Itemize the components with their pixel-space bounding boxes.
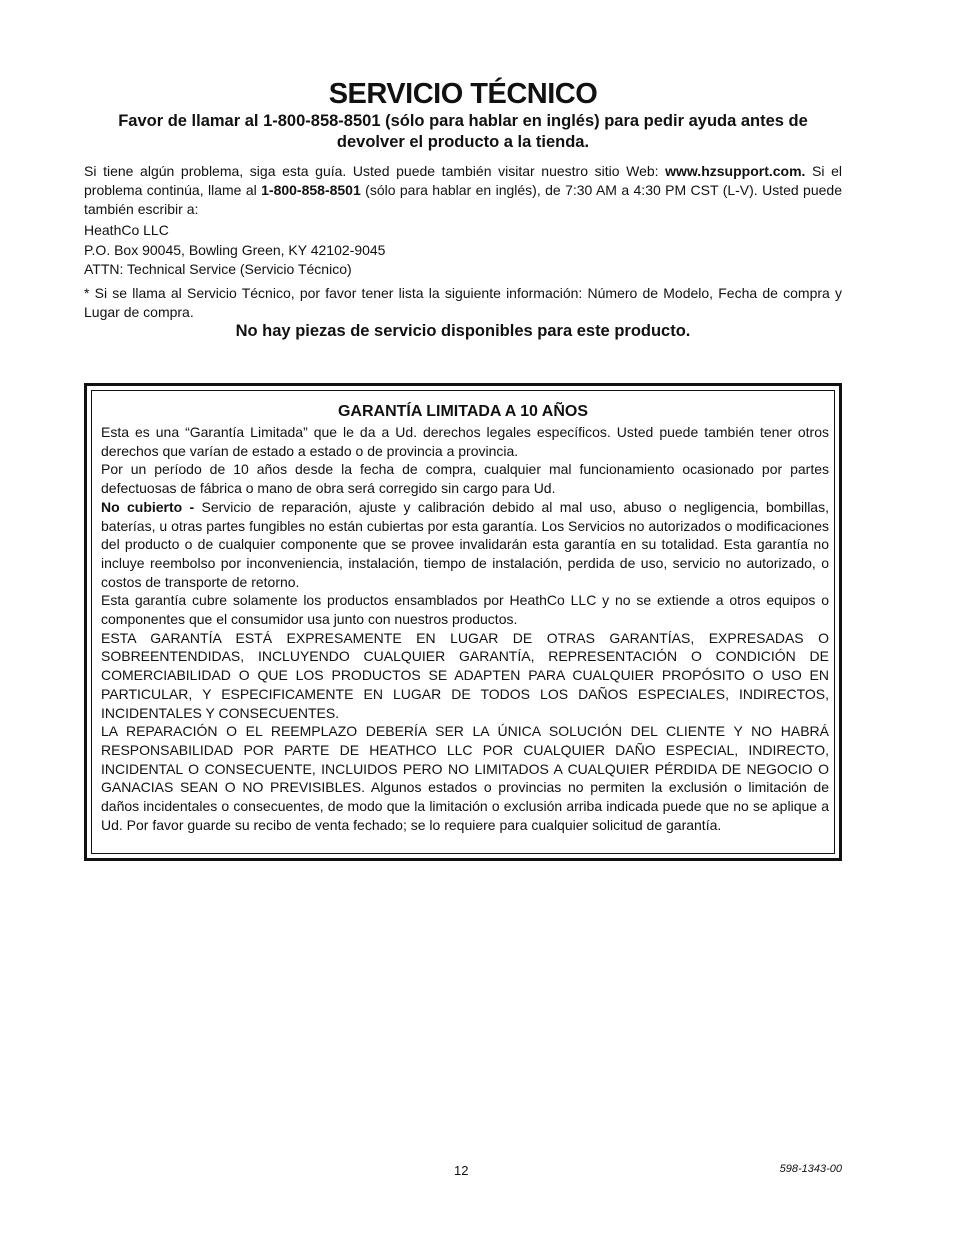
intro-text-1: Si tiene algún problema, siga esta guía. Usted puede también visitar nuestro sitio Web: [84,163,666,179]
document-code: 598-1343-00 [779,1163,842,1175]
warranty-paragraph: ESTA GARANTÍA ESTÁ EXPRESAMENTE EN LUGAR DE OTRAS GARANTÍAS, EXPRESADAS O SOBREENTENDIDAS, INCLUYENDO CUALQUIER GARANTÍA, REPRESENTACIÓN O CONDICIÓN DE COMERCIABILIDAD O QUE LOS PRODUCTOS SE ADAPTEN PARA CUALQUIER PROPÓSITO O USO EN PARTICULAR, Y ESPECIFICAMENTE EN LUGAR DE TODOS LOS DAÑOS ESPECIALES, INDIRECTOS, INCIDENTALES Y CONSECUENTES. [101,629,829,721]
page-number: 12 [454,1163,469,1178]
mailing-address [84,221,842,280]
warranty-box [84,383,842,861]
call-instruction: Favor de llamar al 1-800-858-8501 (sólo para hablar en inglés) para pedir ayuda antes de devolver el producto a la tienda. [118,112,808,151]
warranty-inner-border [91,390,835,854]
address-attn: ATTN: Technical Service (Servicio Técnico) [84,261,352,277]
intro-text-2: Si el problema continúa, llame al [84,163,843,198]
warranty-title: GARANTÍA LIMITADA A 10 AÑOS [337,403,589,420]
address-company: HeathCo LLC [84,222,169,238]
warranty-body [101,423,829,834]
intro-text-3: (sólo para hablar en inglés), de 7:30 AM a 4:30 PM CST (L-V). Usted puede también escribir a: [84,182,842,217]
not-covered-label: No cubierto - [101,498,202,515]
warranty-paragraph: Esta garantía cubre solamente los productos ensamblados por HeathCo LLC y no se extiende a otros equipos o componentes que el consumidor usa junto con nuestros productos. [101,592,829,628]
address-po-box: P.O. Box 90045, Bowling Green, KY 42102-9045 [84,241,386,258]
website-link[interactable]: www.hzsupport.com. [665,163,806,179]
support-phone: 1-800-858-8501 [261,182,361,198]
warranty-paragraph: Por un período de 10 años desde la fecha de compra, cualquier mal funcionamiento ocasionado por partes defectuosas de fábrica o mano de obra será corregido sin cargo para Ud. [101,461,829,497]
warranty-paragraph: LA REPARACIÓN O EL REEMPLAZO DEBERÍA SER LA ÚNICA SOLUCIÓN DEL CLIENTE Y NO HABRÁ RESPONSABILIDAD POR PARTE DE HEATHCO LLC POR CUALQUIER DAÑO ESPECIAL, INDIRECTO, INCIDENTAL O CONSECUENTE, INCLUIDOS PERO NO LIMITADOS A CUALQUIER PÉRDIDA DE NEGOCIO O GANACIAS SEAN O NO PREVISIBLES. Algunos estados o provincias no permiten la exclusión o limitación de daños incidentales o consecuentes, de modo que la limitación o exclusión arriba indicada puede que no se aplique a Ud. Por favor guarde su recibo de venta fechado; se lo requiere para cualquier solicitud de garantía. [101,723,829,833]
not-covered-text: Servicio de reparación, ajuste y calibración debido al mal uso, abuso o negligencia, bombillas, baterías, u otras partes fungibles no están cubiertas por esta garantía. Los Servicios no autorizados o modificaciones del producto o de cualquier componente que se provee invalidarán esta garantía en su totalidad. Esta garantía no incluye reembolso por inconveniencia, instalación, tiempo de instalación, perdida de uso, servicio no autorizado, o costos de transporte de retorno. [101,498,829,590]
intro-paragraph [84,162,842,219]
warranty-paragraph [101,498,829,592]
page-title: SERVICIO TÉCNICO [328,78,598,110]
service-note: * Si se llama al Servicio Técnico, por favor tener lista la siguiente información: Número de Modelo, Fecha de compra y Lugar de compra. [84,285,842,320]
warranty-paragraph: Esta es una “Garantía Limitada” que le da a Ud. derechos legales específicos. Usted puede también tener otros derechos que varían de estado a estado o de provincia a provincia. [101,424,829,459]
no-parts-notice: No hay piezas de servicio disponibles para este producto. [235,322,691,340]
